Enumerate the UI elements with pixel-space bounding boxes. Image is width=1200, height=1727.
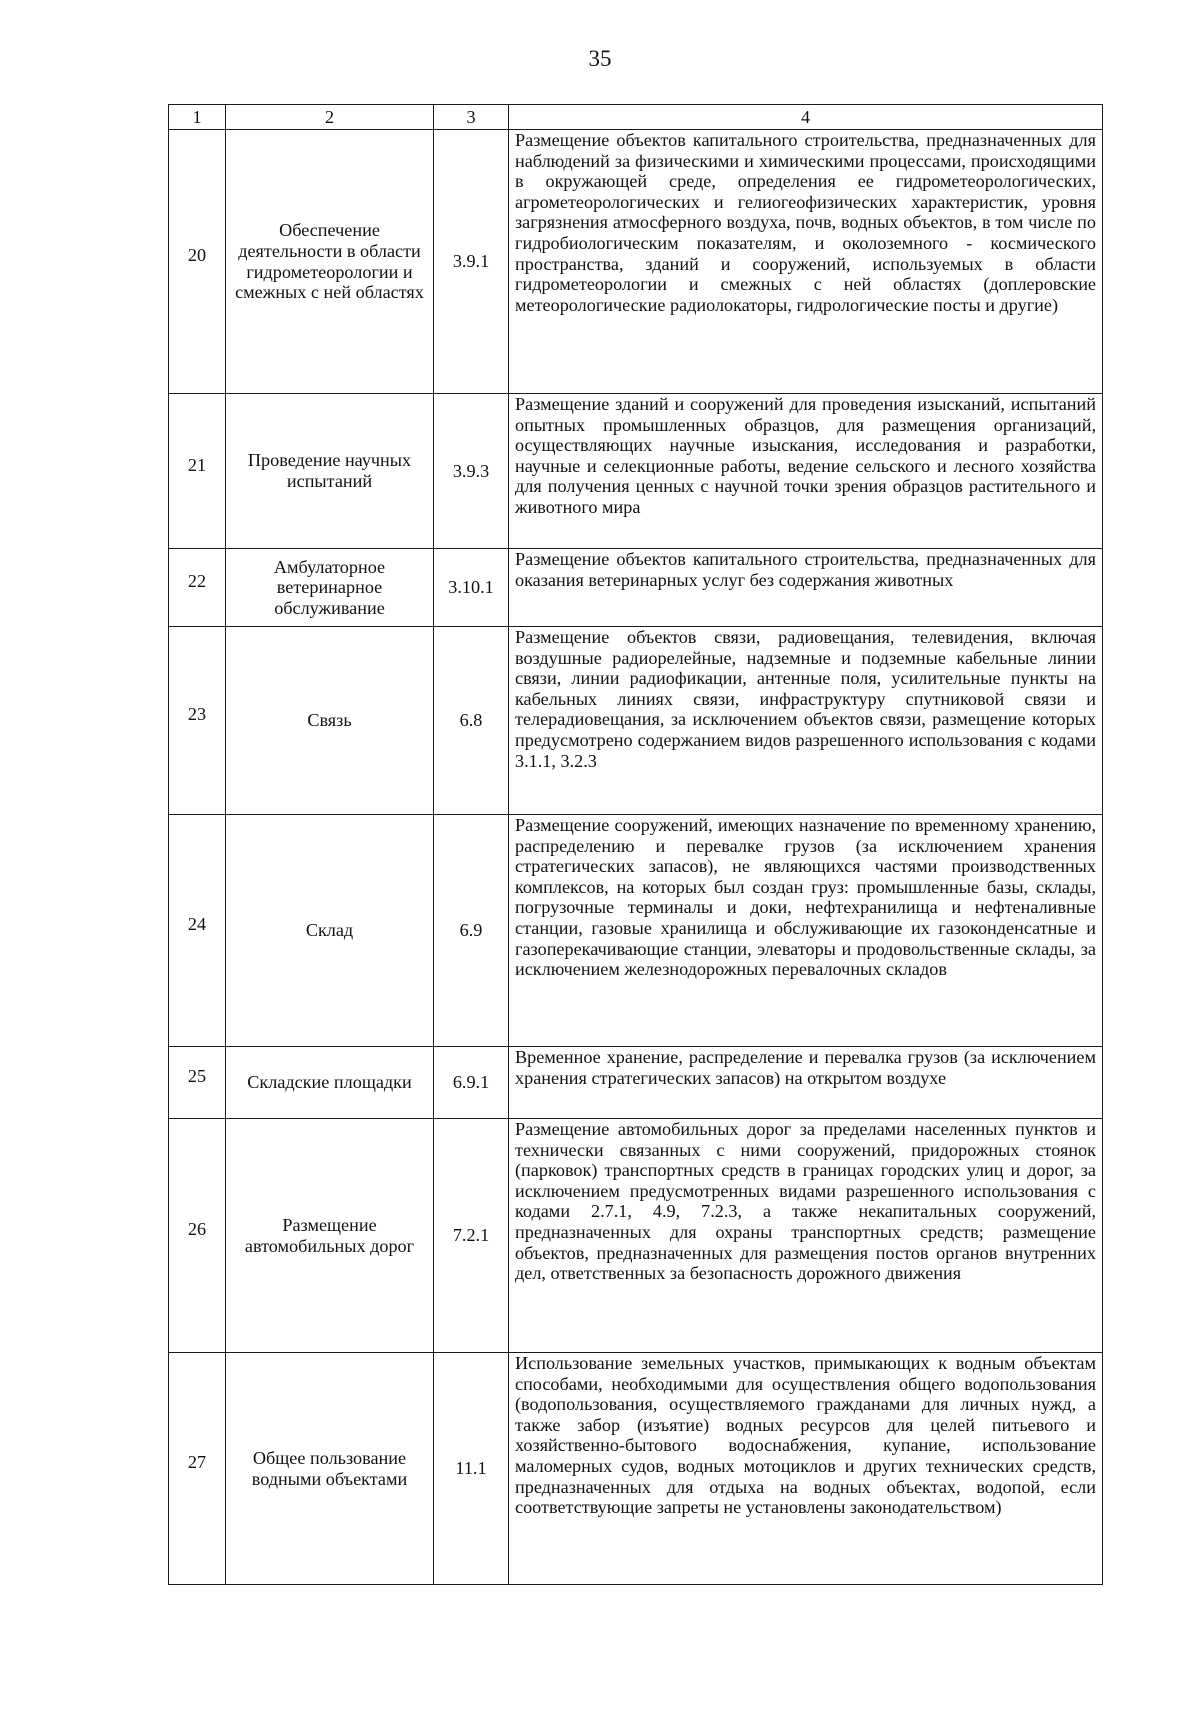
header-col-2: 2 <box>226 105 434 130</box>
land-use-table <box>168 104 1103 1585</box>
row-number-text: 23 <box>187 704 207 725</box>
row-number-text: 21 <box>187 454 207 475</box>
row-number-text: 24 <box>187 914 207 935</box>
row-use-code: 6.9.1 <box>434 1047 509 1119</box>
row-use-description: Размещение зданий и сооружений для проведения изысканий, испытаний опытных промышленных образцов, для размещения организаций, осуществляющих научные изыскания, исследования и разработки, научные и селекционные работы, ведение сельского и лесного хозяйства для получения ценных с научной точки зрения образцов растительного и животного мира <box>509 394 1103 549</box>
row-use-code: 3.10.1 <box>434 549 509 627</box>
row-number-text: 25 <box>187 1066 207 1087</box>
row-number-text: 27 <box>187 1452 207 1473</box>
table-row <box>169 1047 1103 1119</box>
row-number-text: 26 <box>187 1219 207 1240</box>
row-number-text: 20 <box>187 245 207 266</box>
table-row <box>169 130 1103 394</box>
row-use-description: Размещение сооружений, имеющих назначение по временному хранению, распределению и перевалке грузов (за исключением хранения стратегических запасов), не являющихся частями производственных комплексов, на которых был создан груз: промышленные базы, склады, погрузочные терминалы и доки, нефтехранилища и нефтеналивные станции, газовые хранилища и обслуживающие их газоконденсатные и газоперекачивающие станции, элеваторы и продовольственные склады, за исключением железнодорожных перевалочных складов <box>509 815 1103 1047</box>
row-use-name: Обеспечение деятельности в области гидрометеорологии и смежных с ней областях <box>226 130 434 394</box>
header-col-4: 4 <box>509 105 1103 130</box>
header-col-1: 1 <box>169 105 226 130</box>
row-use-name: Размещение автомобильных дорог <box>226 1119 434 1353</box>
row-use-description: Размещение объектов капитального строительства, предназначенных для наблюдений за физическими и химическими процессами, происходящими в окружающей среде, определения ее гидрометеорологических, агрометеорологических и гелиогеофизических характеристик, уровня загрязнения атмосферного воздуха, почв, водных объектов, в том числе по гидробиологическим показателям, и околоземного - космического пространства, зданий и сооружений, используемых в области гидрометеорологии и смежных с ней областях (доплеровские метеорологические радиолокаторы, гидрологические посты и другие) <box>509 130 1103 394</box>
row-use-code: 6.9 <box>434 815 509 1047</box>
row-number <box>169 1119 226 1353</box>
row-number <box>169 130 226 394</box>
row-use-name: Проведение научных испытаний <box>226 394 434 549</box>
header-col-3: 3 <box>434 105 509 130</box>
row-use-name: Складские площадки <box>226 1047 434 1119</box>
row-use-name: Амбулаторное ветеринарное обслуживание <box>226 549 434 627</box>
table-header-row <box>169 105 1103 130</box>
row-number <box>169 549 226 627</box>
row-use-name: Связь <box>226 627 434 815</box>
table-row <box>169 549 1103 627</box>
table-row <box>169 394 1103 549</box>
row-use-description: Использование земельных участков, примыкающих к водным объектам способами, необходимыми для осуществления общего водопользования (водопользования, осуществляемого гражданами для личных нужд, а также забор (изъятие) водных ресурсов для целей питьевого и хозяйственно-бытового водоснабжения, купание, использование маломерных судов, водных мотоциклов и других технических средств, предназначенных для отдыха на водных объектах, водопой, если соответствующие запреты не установлены законодательством) <box>509 1353 1103 1585</box>
row-use-description: Размещение объектов капитального строительства, предназначенных для оказания ветеринарных услуг без содержания животных <box>509 549 1103 627</box>
row-use-name: Склад <box>226 815 434 1047</box>
row-number <box>169 627 226 815</box>
row-use-name: Общее пользование водными объектами <box>226 1353 434 1585</box>
row-use-description: Размещение объектов связи, радиовещания, телевидения, включая воздушные радиорелейные, надземные и подземные кабельные линии связи, линии радиофикации, антенные поля, усилительные пункты на кабельных линиях связи, инфраструктуру спутниковой связи и телерадиовещания, за исключением объектов связи, размещение которых предусмотрено содержанием видов разрешенного использования с кодами 3.1.1, 3.2.3 <box>509 627 1103 815</box>
table-row <box>169 1119 1103 1353</box>
row-use-code: 3.9.3 <box>434 394 509 549</box>
row-number <box>169 815 226 1047</box>
table-row <box>169 815 1103 1047</box>
table-row <box>169 1353 1103 1585</box>
row-use-code: 7.2.1 <box>434 1119 509 1353</box>
row-use-code: 3.9.1 <box>434 130 509 394</box>
table-row <box>169 627 1103 815</box>
row-number <box>169 1353 226 1585</box>
row-use-description: Размещение автомобильных дорог за пределами населенных пунктов и технически связанных с ними сооружений, придорожных стоянок (парковок) транспортных средств в границах городских улиц и дорог, за исключением предусмотренных видами разрешенного использования с кодами 2.7.1, 4.9, 7.2.3, а также некапитальных сооружений, предназначенных для охраны транспортных средств; размещение объектов, предназначенных для размещения постов органов внутренних дел, ответственных за безопасность дорожного движения <box>509 1119 1103 1353</box>
row-number-text: 22 <box>187 571 207 592</box>
row-use-code: 11.1 <box>434 1353 509 1585</box>
row-use-description: Временное хранение, распределение и перевалка грузов (за исключением хранения стратегических запасов) на открытом воздухе <box>509 1047 1103 1119</box>
row-use-code: 6.8 <box>434 627 509 815</box>
row-number <box>169 394 226 549</box>
page-number: 35 <box>588 46 612 71</box>
row-number <box>169 1047 226 1119</box>
